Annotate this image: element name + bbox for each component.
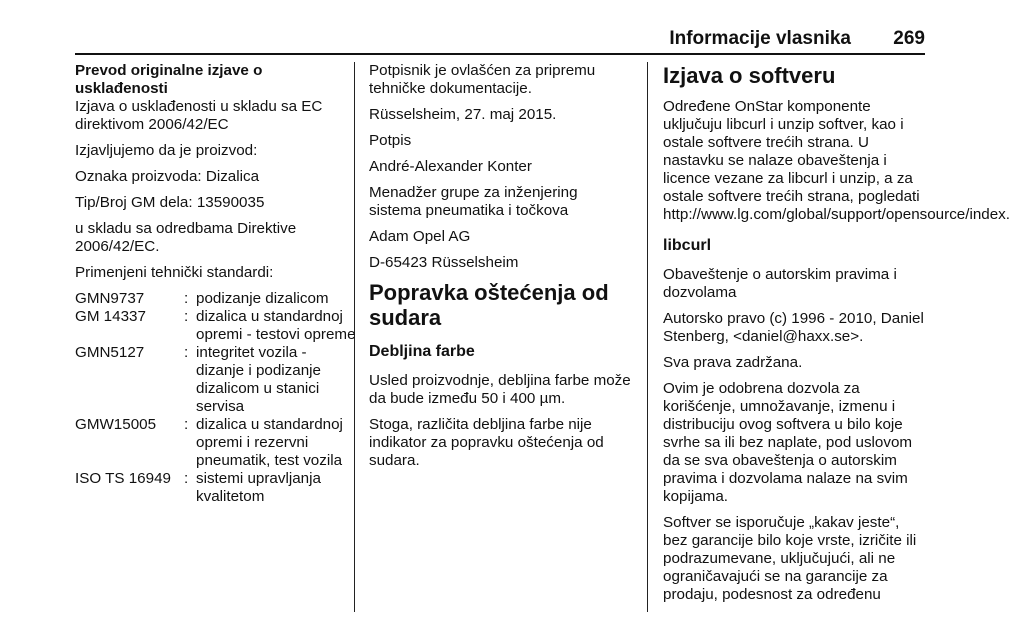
column-declaration [75, 62, 357, 506]
header-rule [75, 53, 925, 55]
declaration-heading: Prevod originalne izjave o usklađenosti [75, 62, 263, 97]
page-number: 269 [893, 28, 925, 49]
standard-row [75, 344, 357, 416]
standard-description: podizanje dizalicom [196, 290, 329, 307]
standard-code: GM 14337 [75, 308, 146, 325]
standard-description: dizalica u standardnoj opremi i rezervni pneumatik, test vozila [196, 416, 343, 469]
column-software [663, 62, 1010, 612]
column-signature-repair [369, 62, 631, 478]
company-name: Adam Opel AG [369, 228, 471, 245]
company-address: D-65423 Rüsselsheim [369, 254, 519, 271]
signature-label: Potpis [369, 132, 412, 149]
standard-colon: : [184, 416, 189, 433]
standard-row [75, 470, 357, 506]
standard-colon: : [184, 344, 189, 361]
standard-description: sistemi upravljanja kvalitetom [196, 470, 321, 505]
signature-place-date: Rüsselsheim, 27. maj 2015. [369, 106, 557, 123]
header-title: Informacije vlasnika [669, 28, 851, 49]
permission-text: Ovim je odobrena dozvola za korišćenje, umnožavanje, izmenu i distribuciju ovog softvera u bilo koje svrhe sa ili bez naplate, pod uslovom da se sva obaveštenja o autorskim pravima i dozvolama nalaze na svim kopijama. [663, 380, 913, 505]
part-number: Tip/Broj GM dela: 13590035 [75, 194, 265, 211]
standard-row [75, 308, 357, 344]
page-header [75, 24, 925, 54]
standards-intro: Primenjeni tehnički standardi: [75, 264, 274, 281]
paint-thickness-note: Stoga, različita debljina farbe nije indikator za popravku oštećenja od sudara. [369, 416, 604, 469]
standard-code: GMW15005 [75, 416, 157, 433]
column-divider-right [647, 62, 648, 612]
section-heading-collision-repair: Popravka oštećenja od sudara [369, 280, 609, 330]
declaration-statement: Izjavljujemo da je proizvod: [75, 142, 258, 159]
signatory-authority: Potpisnik je ovlašćen za pripremu tehničke dokumentacije. [369, 62, 596, 97]
standard-description: dizalica u standardnoj opremi - testovi opreme [196, 308, 356, 343]
section-heading-software: Izjava o softveru [663, 63, 836, 88]
standard-description: integritet vozila - dizanje i podizanje dizalicom u stanici servisa [196, 344, 321, 415]
copyright-line: Autorsko pravo (c) 1996 - 2010, Daniel Stenberg, <daniel@haxx.se>. [663, 310, 924, 345]
warranty-disclaimer: Softver se isporučuje „kakav jeste“, bez garancije bilo koje vrste, izričite ili podrazumevane, uključujući, ali ne ograničavajući se na garancije za prodaju, podesnost za određenu [663, 514, 917, 603]
standard-colon: : [184, 290, 189, 307]
paint-thickness-text: Usled proizvodnje, debljina farbe može da bude između 50 i 400 µm. [369, 372, 631, 407]
standard-colon: : [184, 308, 189, 325]
directive-compliance: u skladu sa odredbama Direktive 2006/42/EC. [75, 220, 297, 255]
all-rights-reserved: Sva prava zadržana. [663, 354, 803, 371]
standard-colon: : [184, 470, 189, 487]
signatory-title: Menadžer grupe za inženjering sistema pneumatika i točkova [369, 184, 578, 219]
signatory-name: André-Alexander Konter [369, 158, 532, 175]
copyright-notice-title: Obaveštenje o autorskim pravima i dozvolama [663, 266, 897, 301]
subheading-paint-thickness: Debljina farbe [369, 343, 475, 360]
standard-code: ISO TS 16949 [75, 470, 171, 487]
subheading-libcurl: libcurl [663, 237, 712, 254]
declaration-intro: Izjava o usklađenosti u skladu sa EC direktivom 2006/42/EC [75, 98, 323, 133]
standard-code: GMN5127 [75, 344, 145, 361]
software-intro: Određene OnStar komponente uključuju libcurl i unzip softver, kao i ostale softvere trećih strana. U nastavku se nalaze obaveštenja i licence vezane za libcurl i unzip, a za ostale softvere trećih strana, pogledati http://www.lg.com/global/support/opensource/index. [663, 98, 1010, 223]
standard-row [75, 416, 357, 470]
standards-table [75, 290, 357, 506]
product-designation: Oznaka proizvoda: Dizalica [75, 168, 260, 185]
standard-code: GMN9737 [75, 290, 145, 307]
standard-row [75, 290, 357, 308]
